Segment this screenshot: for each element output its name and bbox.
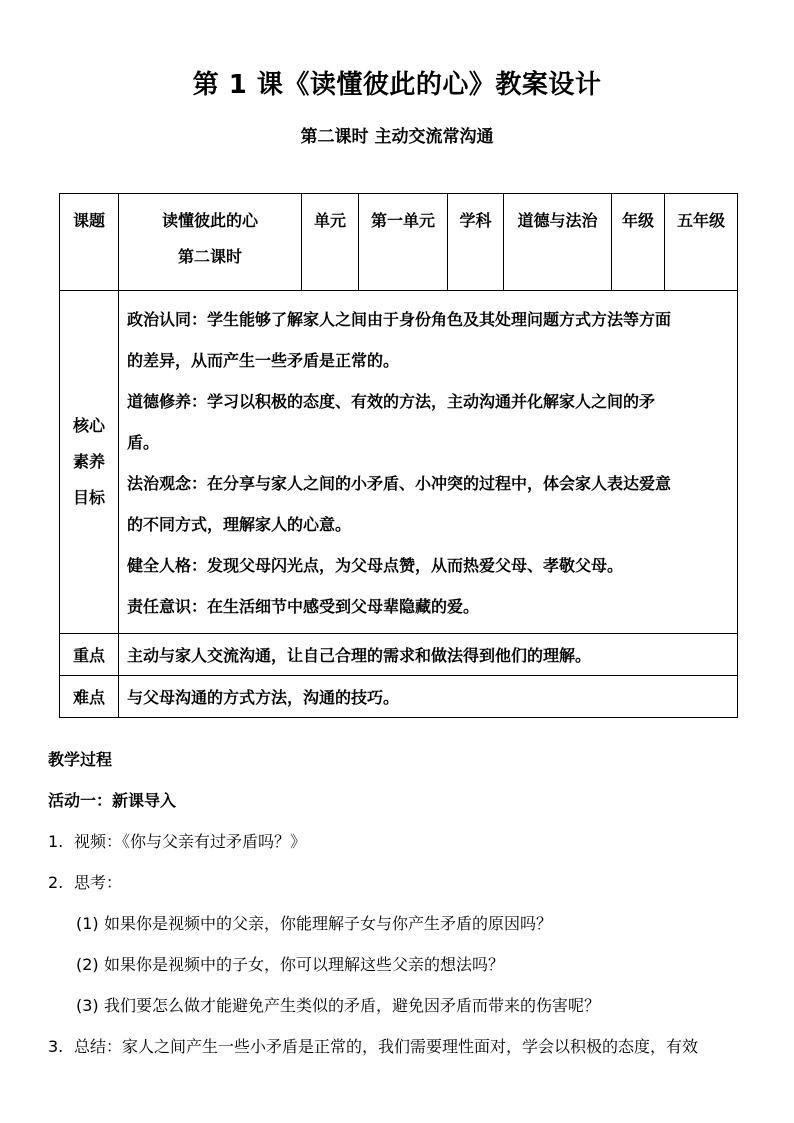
subject-header-cell: 学科	[448, 194, 504, 291]
core-literacy-row	[60, 291, 738, 634]
core-literacy-label-cell	[60, 291, 119, 634]
core-label-line: 目标	[72, 488, 105, 507]
document-subtitle: 第二课时 主动交流常沟通	[300, 127, 494, 147]
subject-cell: 道德与法治	[504, 194, 612, 291]
unit-header-cell: 单元	[302, 194, 359, 291]
core-goal-line: 盾。	[127, 433, 160, 452]
list-item	[48, 826, 748, 867]
core-goal-line: 的差异，从而产生一些矛盾是正常的。	[127, 351, 400, 370]
list-number: 3.	[48, 1037, 64, 1056]
core-goal-line: 道德修养：学习以积极的态度、有效的方法，主动沟通并化解家人之间的矛	[127, 392, 656, 411]
lesson-info-table	[59, 193, 738, 718]
key-point-label: 重点	[60, 634, 119, 676]
difficulty-row	[60, 676, 738, 718]
difficulty-content: 与父母沟通的方式方法，沟通的技巧。	[119, 676, 738, 718]
core-goal-line: 的不同方式，理解家人的心意。	[127, 515, 352, 534]
table-header-row	[60, 194, 738, 291]
list-number: 2.	[48, 873, 64, 892]
sub-list-text: 如果你是视频中的子女，你可以理解这些父亲的想法吗？	[104, 955, 505, 974]
key-point-content: 主动与家人交流沟通，让自己合理的需求和做法得到他们的理解。	[119, 634, 738, 676]
key-point-row	[60, 634, 738, 676]
process-heading: 教学过程	[48, 750, 113, 769]
sub-list-item	[48, 990, 748, 1031]
core-literacy-content-cell	[119, 291, 738, 634]
list-item	[48, 1031, 748, 1072]
sub-list-text: 如果你是视频中的父亲，你能理解子女与你产生矛盾的原因吗？	[104, 914, 553, 933]
sub-list-item	[48, 949, 748, 990]
document-title: 第 1 课《读懂彼此的心》教案设计	[192, 70, 602, 100]
course-period: 第二课时	[177, 247, 242, 266]
list-text: 视频：《你与父亲有过矛盾吗？》	[74, 832, 307, 851]
activity-heading: 活动一：新课导入	[48, 791, 177, 810]
list-item	[48, 867, 748, 908]
list-number: 1.	[48, 832, 64, 851]
core-label-line: 核心	[72, 416, 105, 435]
core-goal-line: 政治认同：学生能够了解家人之间由于身份角色及其处理问题方式方法等方面	[127, 310, 672, 329]
grade-header-cell: 年级	[612, 194, 665, 291]
course-header-cell: 课题	[60, 194, 119, 291]
core-goal-line: 健全人格：发现父母闪光点，为父母点赞，从而热爱父母、孝敬父母。	[127, 556, 624, 575]
course-name-cell	[119, 194, 302, 291]
core-goal-line: 责任意识：在生活细节中感受到父母辈隐藏的爱。	[127, 597, 480, 616]
core-goal-line: 法治观念：在分享与家人之间的小矛盾、小冲突的过程中，体会家人表达爱意	[127, 474, 672, 493]
sub-list-item	[48, 908, 748, 949]
sub-list-text: 我们要怎么做才能避免产生类似的矛盾，避免因矛盾而带来的伤害呢？	[104, 996, 601, 1015]
unit-cell: 第一单元	[359, 194, 448, 291]
sub-list-number: (3)	[76, 996, 99, 1015]
grade-cell: 五年级	[665, 194, 738, 291]
difficulty-label: 难点	[60, 676, 119, 718]
list-text: 总结：家人之间产生一些小矛盾是正常的，我们需要理性面对，学会以积极的态度，有效	[74, 1037, 699, 1056]
sub-list-number: (1)	[76, 914, 99, 933]
core-label-line: 素养	[72, 452, 105, 471]
list-text: 思考：	[74, 873, 123, 892]
teaching-process-section	[48, 744, 748, 1072]
course-name: 读懂彼此的心	[161, 211, 258, 230]
sub-list-number: (2)	[76, 955, 99, 974]
